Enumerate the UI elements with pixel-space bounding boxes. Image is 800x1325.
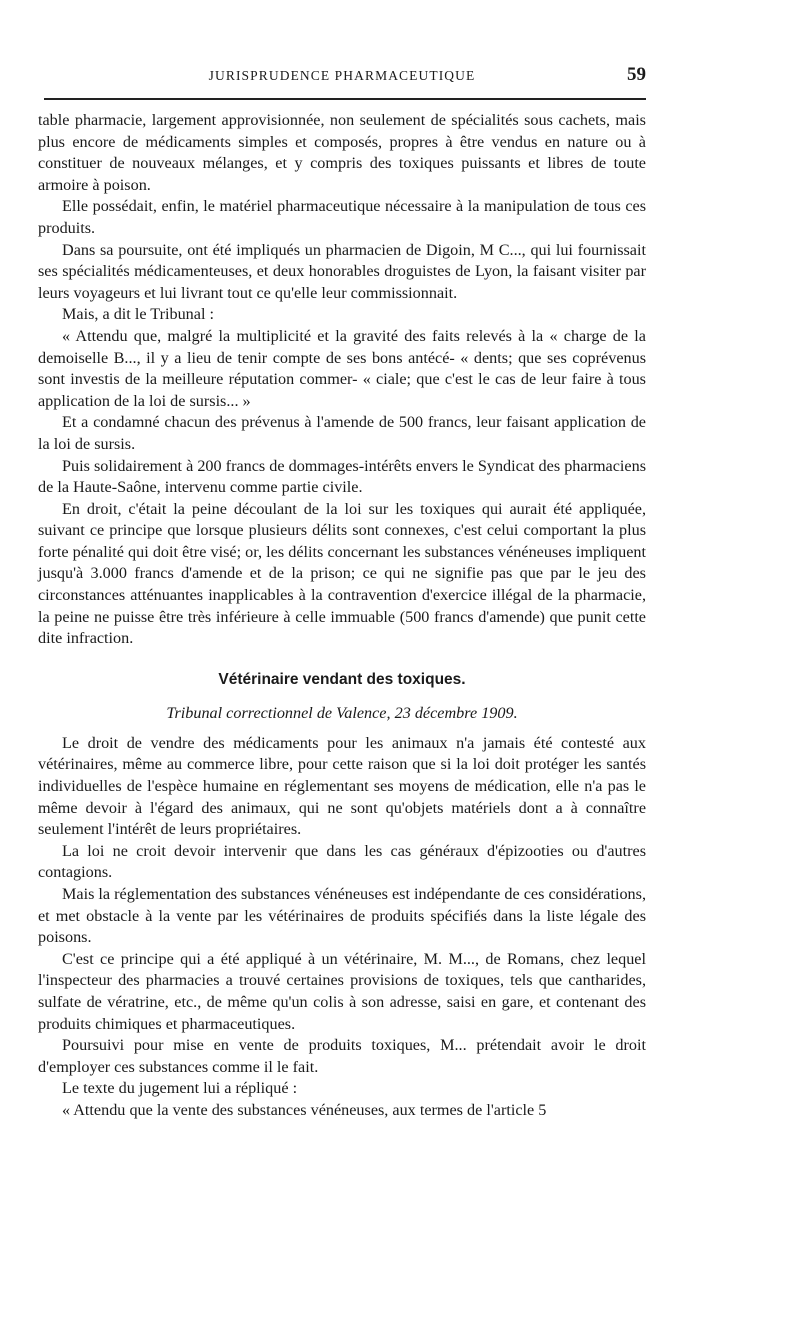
running-head: JURISPRUDENCE PHARMACEUTIQUE [208, 68, 476, 83]
paragraph: En droit, c'était la peine découlant de la loi sur les toxiques qui aurait été appliquée, suivant ce principe que lorsque plusieurs délits sont connexes, c'est celui comportant la plus forte pénalité qui doit être visé; or, les délits concernant les substances vénéneuses impliquent jusqu'à 3.000 francs d'amende et de la prison; ce qui ne signifie pas que par le jeu des circonstances atténuantes inapplicables à la contravention d'exercice illégal de la pharmacie, la peine ne puisse être très inférieure à celle immuable (500 francs d'amende) que punit cette dite infraction. [38, 499, 646, 648]
paragraph: Mais, a dit le Tribunal : [62, 305, 214, 324]
court-name: Tribunal correctionnel de Valence [166, 703, 387, 722]
paragraph: C'est ce principe qui a été appliqué à un vétérinaire, M. M..., de Romans, chez lequel l'inspecteur des pharmacies a trouvé certaines provisions de toxiques, tels que cantharides, sulfate de vératrine, etc., de même qu'un colis à son adresse, saisi en gare, et contenant des produits chimiques et pharmaceutiques. [38, 949, 646, 1033]
page-header [38, 64, 646, 90]
page-number: 59 [627, 64, 646, 85]
quoted-judgment: « Attendu que la vente des substances vénéneuses, aux termes de l'article 5 [62, 1100, 547, 1119]
section-title: Vétérinaire vendant des toxiques. [218, 670, 466, 688]
paragraph: Dans sa poursuite, ont été impliqués un pharmacien de Digoin, M C..., qui lui fournissait ses spécialités médicamenteuses, et deux honorables droguistes de Lyon, la faisant visiter par leurs voyageurs et lui livrant tout ce qu'elle leur commissionnait. [38, 240, 646, 302]
body-text [38, 110, 646, 1122]
paragraph: Poursuivi pour mise en vente de produits toxiques, M... prétendait avoir le droit d'employer ces substances comme il le fait. [38, 1036, 646, 1076]
paragraph: Et a condamné chacun des prévenus à l'amende de 500 francs, leur faisant application de la loi de sursis. [38, 413, 646, 453]
court-date: 23 décembre 1909. [394, 703, 518, 722]
paragraph: La loi ne croit devoir intervenir que dans les cas généraux d'épizooties ou d'autres contagions. [38, 841, 646, 882]
quoted-judgment: « Attendu que, malgré la multiplicité et la gravité des faits relevés à la « charge de la demoiselle B..., il y a lieu de tenir compte de ses bons antécé- « dents; que ses coprévenus sont investis de la meilleure réputation commer- « ciale; que c'est le cas de leur faire à tous application de la loi de sursis... » [38, 326, 646, 410]
paragraph: Elle possédait, enfin, le matériel pharmaceutique nécessaire à la manipulation de tous ces produits. [38, 197, 646, 237]
paragraph: Puis solidairement à 200 francs de dommages-intérêts envers le Syndicat des pharmaciens de la Haute-Saône, intervenu comme partie civile. [38, 456, 646, 497]
paragraph: Le texte du jugement lui a répliqué : [62, 1079, 298, 1098]
paragraph: Mais la réglementation des substances vénéneuses est indépendante de ces considérations, et met obstacle à la vente par les vétérinaires de produits spécifiés dans la liste légale des poisons. [38, 885, 646, 947]
court-citation: Tribunal correctionnel de Valence, 23 décembre 1909. [166, 703, 518, 722]
header-rule [44, 98, 646, 100]
paragraph: table pharmacie, largement approvisionnée, non seulement de spécialités sous cachets, mais plus encore de médicaments simples et composés, propres à être vendus en nature ou à constituer de nouveaux mélanges, et y compris des toxiques puissants et libres de toute armoire à poison. [38, 111, 646, 194]
paragraph: Le droit de vendre des médicaments pour les animaux n'a jamais été contesté aux vétérinaires, même au commerce libre, pour cette raison que si la loi doit protéger les santés individuelles de l'espèce humaine en réglementant ses moyens de médication, elle n'a pas le même devoir à l'égard des animaux, qui ne sont qu'objets matériels dont a à connaître seulement l'intérêt de leurs propriétaires. [38, 733, 646, 839]
document-page [38, 64, 646, 1122]
